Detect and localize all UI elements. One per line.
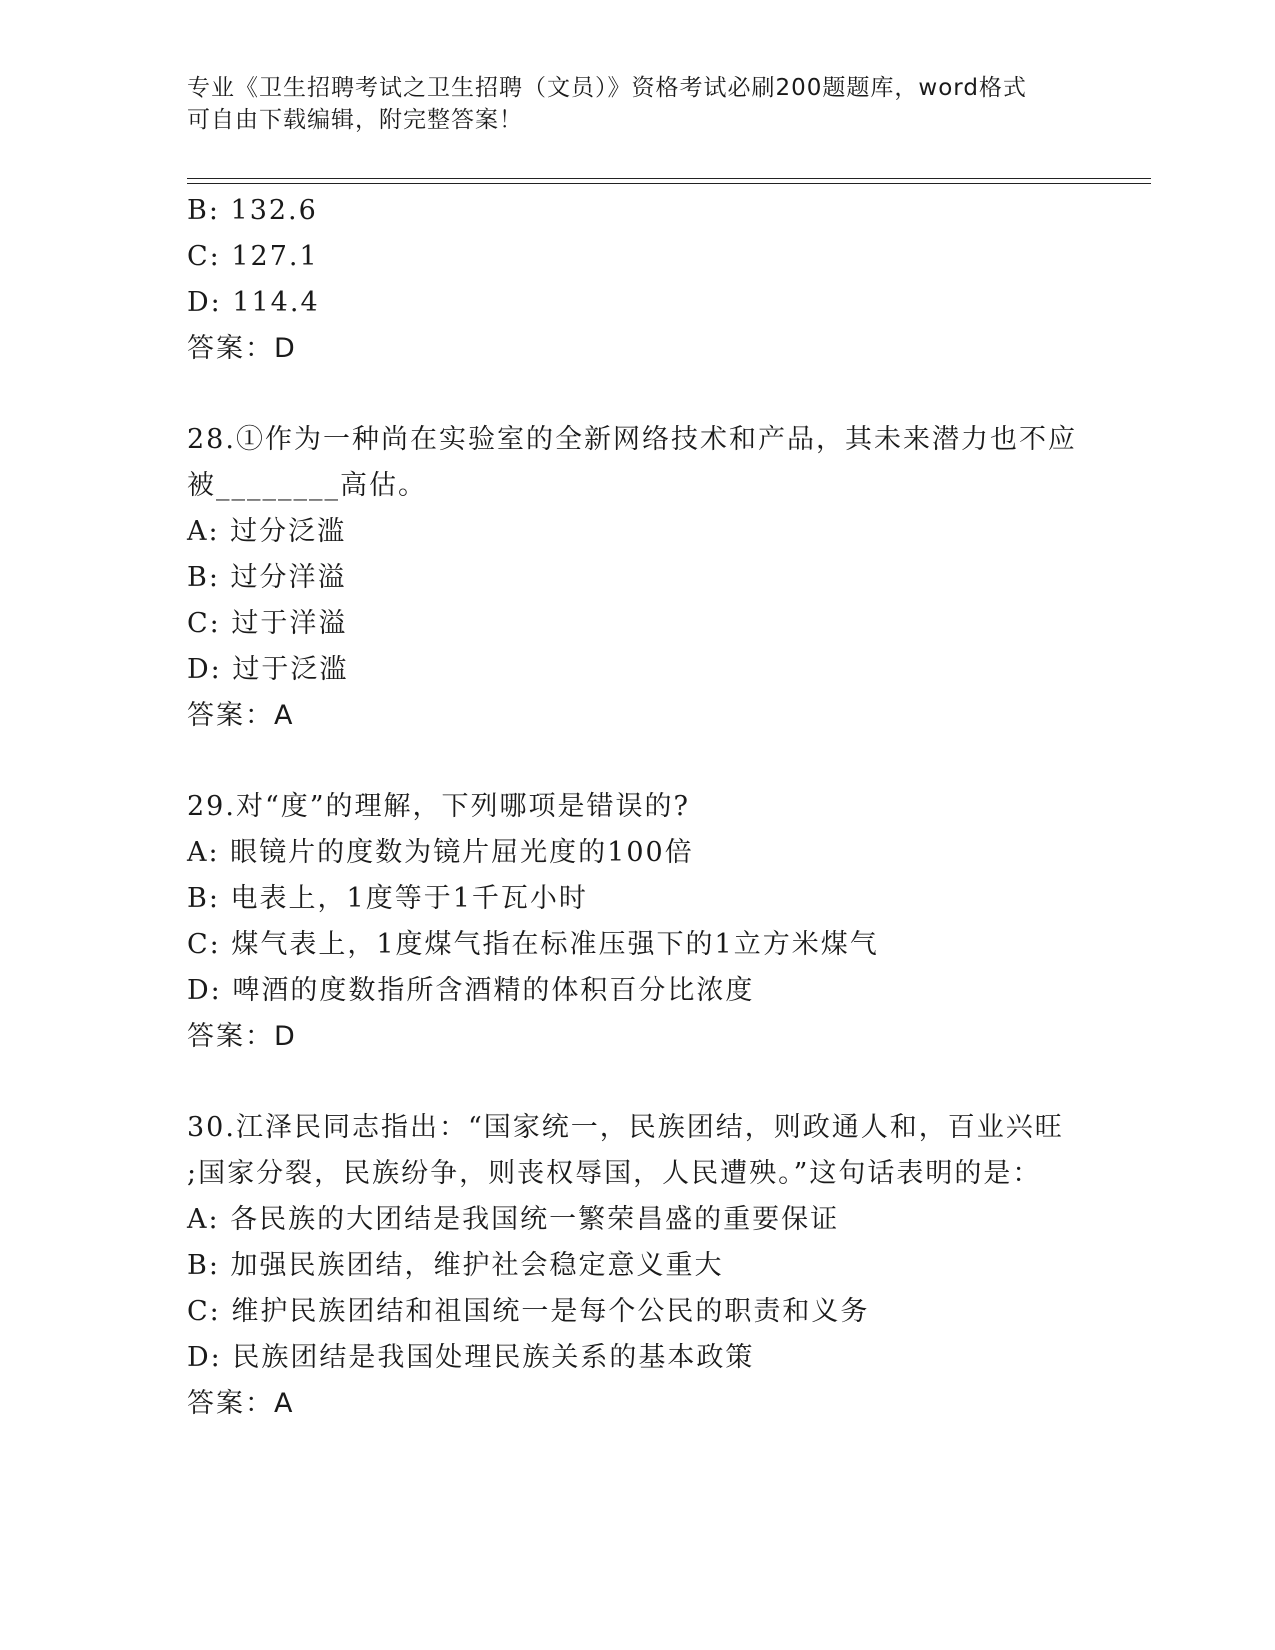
- answer-line: 答案：A: [187, 700, 295, 731]
- option-a: A: 过分泛滥: [187, 516, 347, 547]
- option-b: B: 电表上，1度等于1千瓦小时: [187, 883, 588, 914]
- question-text: 30.江泽民同志指出：“国家统一，民族团结，则政通人和，百业兴旺: [187, 1112, 1064, 1143]
- page-header: [187, 72, 1087, 136]
- question-block: [187, 417, 1087, 739]
- answer-line: 答案：A: [187, 1388, 295, 1419]
- answer-line: 答案：D: [187, 333, 297, 364]
- option-b: B: 132.6: [187, 195, 318, 226]
- header-line-2: 可自由下载编辑，附完整答案！: [187, 107, 523, 133]
- question-text: 29.对“度”的理解，下列哪项是错误的?: [187, 791, 691, 822]
- header-divider: [187, 178, 1151, 179]
- option-c: C: 维护民族团结和祖国统一是每个公民的职责和义务: [187, 1296, 870, 1327]
- question-text: 被________高估。: [187, 470, 427, 501]
- option-d: D: 过于泛滥: [187, 654, 349, 685]
- header-line-1: 专业《卫生招聘考试之卫生招聘（文员）》资格考试必刷200题题库，word格式: [187, 75, 1027, 101]
- option-c: C: 过于洋溢: [187, 608, 348, 639]
- option-d: D: 民族团结是我国处理民族关系的基本政策: [187, 1342, 755, 1373]
- question-text: ;国家分裂，民族纷争，则丧权辱国，人民遭殃。”这句话表明的是：: [187, 1158, 1042, 1189]
- option-d: D: 啤酒的度数指所含酒精的体积百分比浓度: [187, 975, 755, 1006]
- header-divider: [187, 183, 1151, 184]
- question-block: [187, 188, 1087, 372]
- question-text: 28.①作为一种尚在实验室的全新网络技术和产品，其未来潜力也不应: [187, 424, 1077, 455]
- question-block: [187, 1105, 1087, 1427]
- option-b: B: 加强民族团结，维护社会稳定意义重大: [187, 1250, 724, 1281]
- option-b: B: 过分洋溢: [187, 562, 347, 593]
- option-d: D: 114.4: [187, 287, 320, 318]
- option-c: C: 127.1: [187, 241, 319, 272]
- answer-line: 答案：D: [187, 1021, 297, 1052]
- question-block: [187, 784, 1087, 1060]
- option-c: C: 煤气表上，1度煤气指在标准压强下的1立方米煤气: [187, 929, 879, 960]
- option-a: A: 各民族的大团结是我国统一繁荣昌盛的重要保证: [187, 1204, 840, 1235]
- question-content: [187, 188, 1087, 1427]
- option-a: A: 眼镜片的度数为镜片屈光度的100倍: [187, 837, 694, 868]
